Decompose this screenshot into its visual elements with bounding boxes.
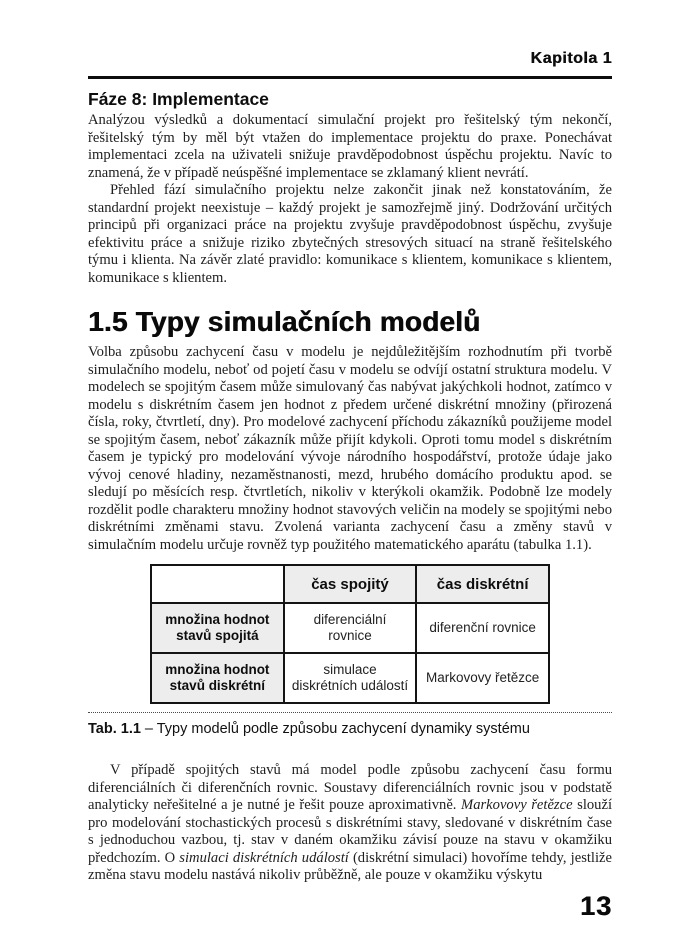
table-cell-markov-chains: Markovovy řetězce — [416, 653, 549, 703]
section-paragraph: Volba způsobu zachycení času v modelu je nejdůležitějším rozhodnutím při tvorbě simulačního modelu, neboť od pojetí času v modelu se odvíjí ostatní struktura modelu. V modelech se spojitým časem může simulovaný čas nabývat jakýchkoli hodnot, zatímco v modelu s diskrétním časem jen hodnot z předem určené diskrétní množiny (přirozená čísla, roky, čtvrtletí, dny). Pro modelové zachycení příchodu zákazníků použijeme model se spojitým časem, neboť zákazník může přijít kdykoli. Oproti tomu model s diskrétním časem je typický pro modelování vývoje národního hospodářství, protože údaje jako vývoj cenové hladiny, nezaměstnanosti, mezd, hrubého domácího produktu apod. se sledují po měsících resp. čtvrtletích, nikoliv v kterýkoli okamžik. Podobně lze modely rozdělit podle charakteru množiny hodnot stavových veličin na modely se spojitými nebo diskrétními změnami stavu. Zvolená varianta zachycení času a změny stavů v simulačním modelu určuje rovněž typ použitého matematického aparátu (tabulka 1.1). — [88, 344, 612, 553]
phase-paragraph-2: Přehled fází simulačního projektu nelze zakončit jinak než konstatováním, že standardní projekt neexistuje – každý projekt je samozřejmě jiný. Dodržování určitých principů při organizaci práce na projektu zvyšuje pravděpodobnost úspěchu, zvyšuje efektivitu práce a snižuje riziko zbytečných stresových situací na straně řešitelského týmu i klienta. Na závěr zlaté pravidlo: komunikace s klientem, komunikace s klientem, komunikace s klientem. — [88, 182, 612, 286]
table-header-row — [151, 565, 549, 603]
table-corner-cell — [151, 565, 284, 603]
caption-label: Tab. 1.1 — [88, 721, 141, 737]
phase-paragraph-1: Analýzou výsledků a dokumentací simulační projekt pro řešitelský tým nekončí, řešitelský tým by měl být vtažen do implementace projektu do praxe. Ponechávat implementaci zcela na uživateli snižuje pravděpodobnost úspěchu projektu. Navíc to znamená, že v případě neúspěšné implementace se zklamaný klient nevrátí. — [88, 112, 612, 181]
row-label-continuous-states: množina hodnot stavů spojitá — [151, 603, 284, 653]
row-label-discrete-states: množina hodnot stavů diskrétní — [151, 653, 284, 703]
table-caption — [88, 712, 612, 738]
section-heading: 1.5 Typy simulačních modelů — [88, 306, 481, 337]
table-cell-difference-equations: diferenční rovnice — [416, 603, 549, 653]
caption-text: – Typy modelů podle způsobu zachycení dynamiky systému — [144, 721, 530, 737]
table-header-discrete-time: čas diskrétní — [416, 565, 549, 603]
models-table — [150, 564, 550, 704]
page-header — [88, 50, 612, 79]
table-cell-discrete-event-simulation: simulace diskrétních událostí — [284, 653, 417, 703]
closing-italic-discrete-event-simulation: simulaci diskrétních událostí — [179, 849, 349, 866]
closing-segment-1: V případě spojitých stavů má model podle způsobu zachycení času formu diferenciálních či diferenčních rovnic. Soustavy diferenciálních rovnic jsou v podstatě analyticky neřešitelné a je nutné je řešit pouze aproximativně. — [88, 762, 612, 813]
closing-paragraph — [88, 762, 612, 885]
table-row-discrete-states — [151, 653, 549, 703]
page-number: 13 — [579, 891, 612, 921]
closing-italic-markov-chains: Markovovy řetězce — [461, 797, 573, 813]
table-row-continuous-states — [151, 603, 549, 653]
phase-heading: Fáze 8: Implementace — [88, 89, 269, 109]
table-header-continuous-time: čas spojitý — [284, 565, 417, 603]
closing-segment-3: (diskrétní simulaci) hovoříme tehdy, jestliže změna stavu modelu nastává nikoliv průběžně, ale pouze v okamžiku výskytu — [88, 849, 612, 883]
closing-segment-2: slouží pro modelování stochastických procesů s diskrétními stavy, sledované v diskrétním čase s jednoduchou vazbou, tj. stav v daném okamžiku závisí pouze na stavu v okamžiku předchozím. O — [88, 797, 613, 866]
table-cell-differential-equations: diferenciální rovnice — [284, 603, 417, 653]
chapter-label: Kapitola 1 — [530, 50, 612, 67]
